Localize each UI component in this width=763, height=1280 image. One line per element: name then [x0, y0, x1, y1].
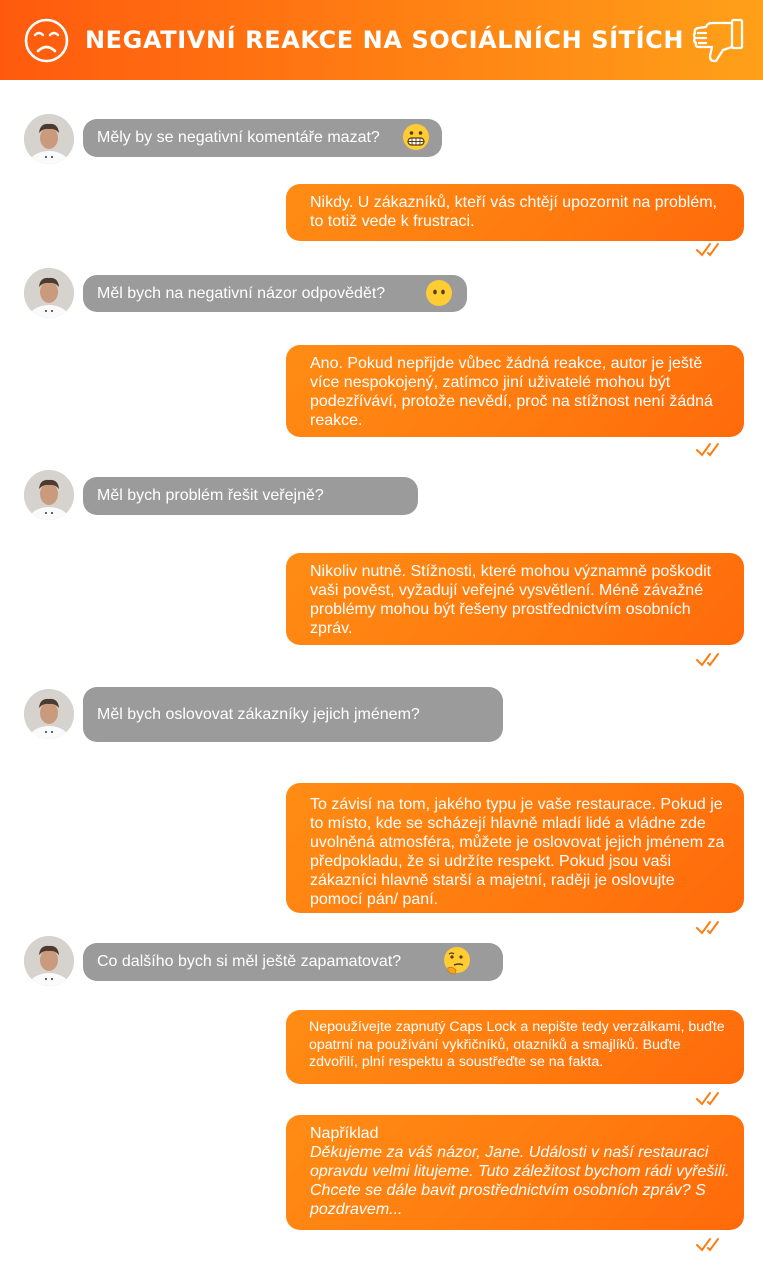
- avatar: [24, 114, 74, 164]
- double-check-icon: [696, 920, 726, 936]
- answer-text: To závisí na tom, jakého typu je vaše restaurace. Pokud je to místo, kde se scházejí hlavně mladí lidé a vládne zde uvolněná atmosféra, můžete je oslovovat jejich jménem za předpokladu, že si udržíte respekt. Pokud jsou vaši zákazníci hlavně starší a majetní, raději je oslovujte pomocí pán/ paní.: [310, 796, 725, 908]
- double-check-icon: [696, 1237, 726, 1253]
- answer-text: Nepoužívejte zapnutý Caps Lock a nepište tedy verzálkami, buďte opatrní na používání vykřičníků, otazníků a smajlíků. Buďte zdvořilí, plní respektu a soustřeďte se na fakta.: [309, 1019, 725, 1070]
- answer-bubble: [286, 553, 744, 645]
- avatar: [24, 936, 74, 986]
- question-bubble: [83, 275, 467, 312]
- page-title: NEGATIVNÍ REAKCE NA SOCIÁLNÍCH SÍTÍCH: [85, 26, 685, 54]
- question-text: Měl bych problém řešit veřejně?: [97, 487, 324, 504]
- question-text: Měl bych oslovovat zákazníky jejich jménem?: [97, 705, 420, 723]
- double-check-icon: [696, 442, 726, 458]
- answer-text: Nikdy. U zákazníků, kteří vás chtějí upozornit na problém, to totiž vede k frustraci.: [310, 194, 717, 230]
- sad-face-icon: [24, 18, 69, 63]
- answer-bubble: [286, 1010, 744, 1084]
- question-bubble: [83, 477, 418, 515]
- answer-bubble: [286, 184, 744, 241]
- double-check-icon: [696, 1091, 726, 1107]
- question-bubble: [83, 119, 442, 157]
- question-text: Měly by se negativní komentáře mazat?: [97, 129, 380, 146]
- answer-text: Nikoliv nutně. Stížnosti, které mohou významně poškodit vaši pověst, vyžadují veřejné vysvětlení. Méně závažné problémy mohou být řešeny prostřednictvím osobních zpráv.: [310, 563, 712, 637]
- double-check-icon: [696, 242, 726, 258]
- question-text: Co dalšího bych si měl ještě zapamatovat?: [97, 953, 402, 970]
- double-check-icon: [696, 652, 726, 668]
- avatar: [24, 268, 74, 318]
- question-bubble: [83, 687, 503, 742]
- answer-bubble: [286, 783, 744, 913]
- avatar: [24, 470, 74, 520]
- header-banner: [0, 0, 763, 80]
- answer-text: Ano. Pokud nepřijde vůbec žádná reakce, autor je ještě více nespokojený, zatímco jiní uživatelé mohou být podezříváví, protože nevědí, proč na stížnost není žádná reakce.: [310, 355, 713, 429]
- example-bubble: [286, 1115, 744, 1230]
- example-text: Děkujeme za váš názor, Jane. Události v naší restauraci opravdu velmi litujeme. Tuto záležitost bychom rádi vyřešili. Chcete se dále bavit prostřednictvím osobních zpráv? S pozdravem...: [310, 1144, 730, 1218]
- avatar: [24, 689, 74, 739]
- answer-bubble: [286, 345, 744, 437]
- grimacing-face-icon: [402, 123, 430, 151]
- question-text: Měl bych na negativní názor odpovědět?: [97, 284, 386, 302]
- thumbs-down-icon: [692, 14, 746, 64]
- no-mouth-face-icon: [425, 279, 453, 307]
- thinking-face-icon: [442, 946, 472, 976]
- question-bubble: [83, 943, 503, 981]
- example-label: Například: [310, 1125, 379, 1142]
